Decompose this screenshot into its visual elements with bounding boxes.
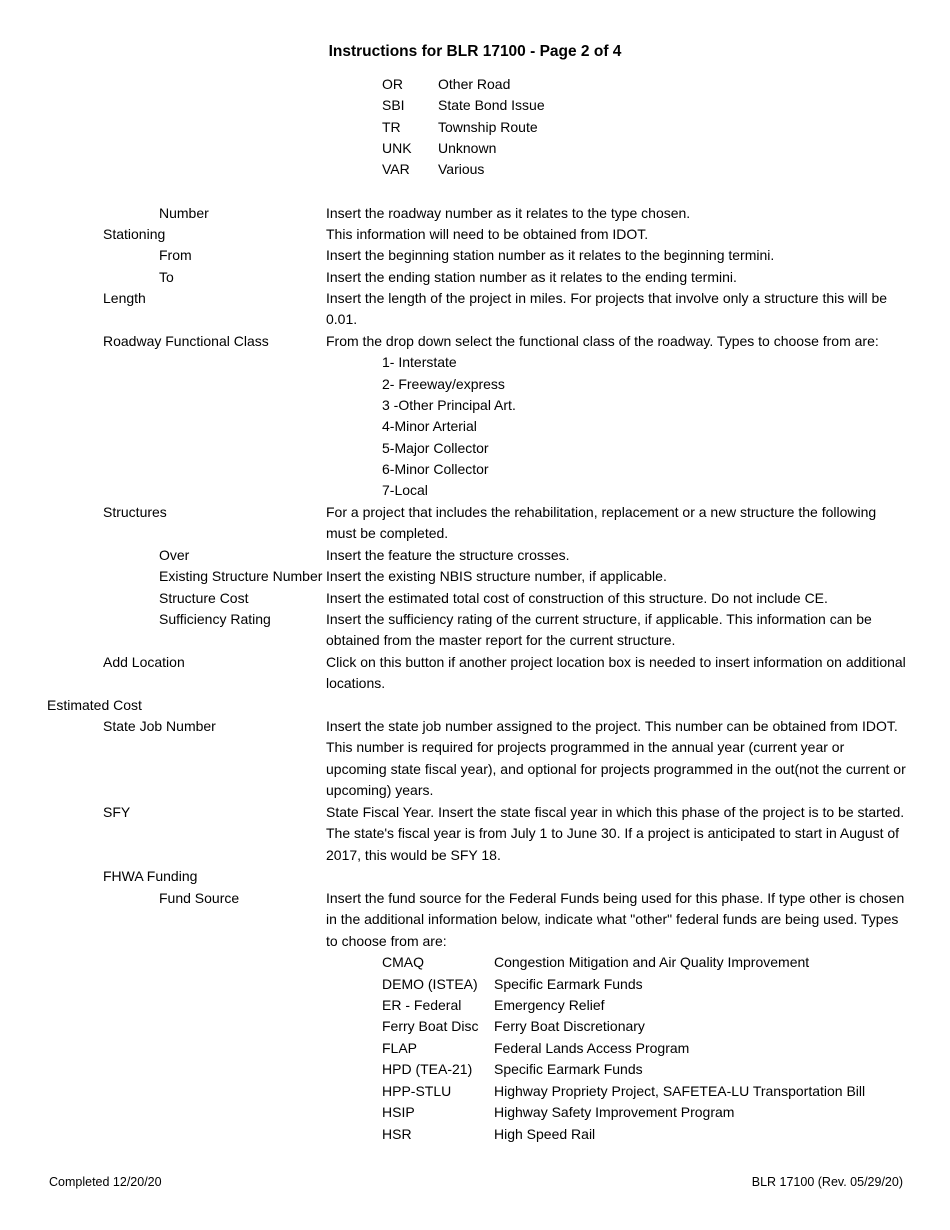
list-item: High Speed Rail: [494, 1126, 596, 1142]
list-item: Unknown: [438, 140, 497, 156]
list-item: Various: [438, 161, 485, 177]
list-item: OR: [382, 76, 403, 92]
list-item: Other Road: [438, 76, 511, 92]
field-label-stationing: Stationing: [103, 226, 166, 242]
field-desc-structure-cost: Insert the estimated total cost of construction of this structure. Do not include CE.: [326, 590, 828, 606]
field-label-to: To: [159, 269, 174, 285]
list-item: HPD (TEA-21): [382, 1061, 473, 1077]
field-label-number: Number: [159, 205, 209, 221]
field-desc-fund-source: Insert the fund source for the Federal Funds being used for this phase. If type other is chosen in the additional information below, indicate what "other" federal funds are being used. Types to choose from are:: [326, 890, 905, 949]
field-label-over: Over: [159, 547, 190, 563]
list-item: Highway Propriety Project, SAFETEA-LU Transportation Bill: [494, 1083, 866, 1099]
list-item: 4-Minor Arterial: [382, 418, 477, 434]
field-desc-structures: For a project that includes the rehabilitation, replacement or a new structure the following must be completed.: [326, 504, 877, 542]
list-item: Ferry Boat Discretionary: [494, 1018, 645, 1034]
list-item: FLAP: [382, 1040, 418, 1056]
list-item: SBI: [382, 97, 405, 113]
field-label-fund-source: Fund Source: [159, 890, 240, 906]
field-desc-sfy: State Fiscal Year. Insert the state fiscal year in which this phase of the project is to be started. The state's fiscal year is from July 1 to June 30. If a project is anticipated to start in August of 2017, this would be SFY 18.: [326, 804, 905, 863]
field-label-length: Length: [103, 290, 146, 306]
field-label-sufficiency: Sufficiency Rating: [159, 611, 271, 627]
field-label-structure-cost: Structure Cost: [159, 590, 249, 606]
list-item: 1- Interstate: [382, 354, 457, 370]
list-item: TR: [382, 119, 401, 135]
field-label-sfy: SFY: [103, 804, 131, 820]
field-desc-add-location: Click on this button if another project location box is needed to insert information on additional locations.: [326, 654, 906, 692]
field-label-add-location: Add Location: [103, 654, 185, 670]
list-item: Specific Earmark Funds: [494, 1061, 643, 1077]
list-item: 3 -Other Principal Art.: [382, 397, 516, 413]
field-label-functional-class: Roadway Functional Class: [103, 333, 269, 349]
field-desc-over: Insert the feature the structure crosses.: [326, 547, 570, 563]
list-item: DEMO (ISTEA): [382, 976, 478, 992]
field-desc-length: Insert the length of the project in miles. For projects that involve only a structure this will be 0.01.: [326, 290, 888, 328]
section-heading-estimated-cost: Estimated Cost: [47, 697, 142, 713]
list-item: Emergency Relief: [494, 997, 605, 1013]
field-desc-from: Insert the beginning station number as it relates to the beginning termini.: [326, 247, 775, 263]
field-desc-to: Insert the ending station number as it relates to the ending termini.: [326, 269, 737, 285]
list-item: 5-Major Collector: [382, 440, 489, 456]
list-item: Federal Lands Access Program: [494, 1040, 690, 1056]
list-item: Specific Earmark Funds: [494, 976, 643, 992]
field-desc-number: Insert the roadway number as it relates to the type chosen.: [326, 205, 691, 221]
list-item: HSIP: [382, 1104, 415, 1120]
field-label-structures: Structures: [103, 504, 167, 520]
field-label-existing-structure: Existing Structure Number: [159, 568, 323, 584]
field-label-from: From: [159, 247, 192, 263]
list-item: Congestion Mitigation and Air Quality Improvement: [494, 954, 810, 970]
field-desc-sufficiency: Insert the sufficiency rating of the current structure, if applicable. This information can be obtained from the master report for the current structure.: [326, 611, 872, 649]
list-item: 7-Local: [382, 482, 428, 498]
list-item: State Bond Issue: [438, 97, 545, 113]
list-item: 6-Minor Collector: [382, 461, 489, 477]
list-item: ER - Federal: [382, 997, 462, 1013]
field-label-state-job: State Job Number: [103, 718, 216, 734]
list-item: UNK: [382, 140, 412, 156]
list-item: Township Route: [438, 119, 538, 135]
list-item: CMAQ: [382, 954, 424, 970]
list-item: HPP-STLU: [382, 1083, 452, 1099]
page-title: Instructions for BLR 17100 - Page 2 of 4: [328, 43, 622, 60]
list-item: Highway Safety Improvement Program: [494, 1104, 735, 1120]
field-label-fhwa: FHWA Funding: [103, 868, 198, 884]
footer-completed-date: Completed 12/20/20: [49, 1175, 162, 1189]
footer-form-revision: BLR 17100 (Rev. 05/29/20): [751, 1175, 903, 1189]
field-desc-stationing: This information will need to be obtained from IDOT.: [326, 226, 649, 242]
field-desc-existing-structure: Insert the existing NBIS structure number, if applicable.: [326, 568, 667, 584]
field-desc-state-job: Insert the state job number assigned to the project. This number can be obtained from IDOT. This number is required for projects programmed in the annual year (current year or upcoming state fiscal year), and optional for projects programmed in the out(not the current or upcoming) years.: [326, 718, 906, 799]
list-item: Ferry Boat Disc: [382, 1018, 479, 1034]
list-item: 2- Freeway/express: [382, 376, 505, 392]
field-desc-functional-class: From the drop down select the functional class of the roadway. Types to choose from are:: [326, 333, 879, 349]
list-item: VAR: [382, 161, 410, 177]
list-item: HSR: [382, 1126, 412, 1142]
